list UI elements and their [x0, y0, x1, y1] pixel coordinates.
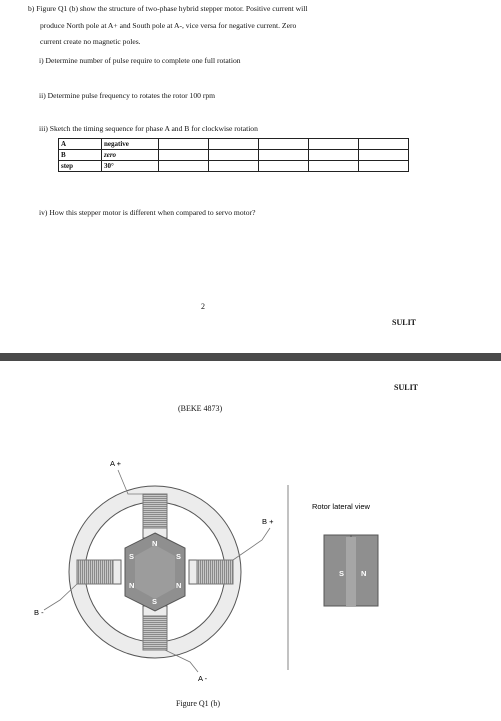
rotor-pole-bottom: S — [152, 597, 158, 606]
rotor-pole-upper-right: S — [176, 552, 182, 561]
table-cell-label: A — [59, 139, 102, 150]
question-part-iv: iv) How this stepper motor is different when compared to servo motor? — [39, 208, 256, 217]
question-b-line-2: produce North pole at A+ and South pole at A-, vice versa for negative current. Zero — [40, 21, 297, 30]
question-part-i: i) Determine number of pulse require to complete one full rotation — [39, 56, 241, 65]
coil-bottom — [143, 616, 167, 650]
coil-right — [197, 560, 233, 584]
lateral-label-n: N — [361, 569, 367, 578]
table-cell — [359, 161, 409, 172]
table-cell — [209, 139, 259, 150]
label-b-minus: B - — [34, 608, 44, 617]
table-cell — [359, 139, 409, 150]
rotor-inner — [135, 545, 175, 599]
rotor-pole-top: N — [152, 539, 158, 548]
course-code: (BEKE 4873) — [178, 404, 223, 413]
table-cell — [259, 150, 309, 161]
table-cell — [159, 161, 209, 172]
table-cell: negative — [102, 139, 159, 150]
table-row-step — [59, 161, 409, 172]
label-a-minus: A - — [198, 674, 208, 683]
page-number: 2 — [201, 302, 205, 311]
table-cell — [159, 139, 209, 150]
table-cell — [159, 150, 209, 161]
table-row-b — [59, 150, 409, 161]
table-cell: 30° — [102, 161, 159, 172]
table-row-a — [59, 139, 409, 150]
lateral-label-s: S — [339, 569, 345, 578]
rotor-lateral-view-label: Rotor lateral view — [312, 502, 370, 511]
figure-caption: Figure Q1 (b) — [176, 699, 220, 708]
question-part-ii: ii) Determine pulse frequency to rotates the rotor 100 rpm — [39, 91, 216, 100]
question-b-line-1: b) Figure Q1 (b) show the structure of two-phase hybrid stepper motor. Positive current will — [28, 4, 308, 13]
table-cell — [259, 139, 309, 150]
rotor-pole-lower-right: N — [176, 581, 182, 590]
sulit-label-top: SULIT — [392, 318, 417, 327]
label-b-plus: B + — [262, 517, 274, 526]
rotor-pole-upper-left: S — [129, 552, 135, 561]
table-cell — [209, 150, 259, 161]
table-cell: zero — [102, 150, 159, 161]
stepper-motor-figure — [0, 445, 501, 700]
table-cell — [309, 139, 359, 150]
table-cell — [309, 150, 359, 161]
question-b-line-3: current create no magnetic poles. — [40, 37, 141, 46]
rotor-pole-lower-left: N — [129, 581, 135, 590]
timing-table — [58, 138, 409, 172]
table-cell — [209, 161, 259, 172]
question-part-iii: iii) Sketch the timing sequence for phase A and B for clockwise rotation — [39, 124, 258, 133]
coil-top — [143, 494, 167, 528]
label-a-plus: A + — [110, 459, 122, 468]
table-cell — [359, 150, 409, 161]
table-cell-label: B — [59, 150, 102, 161]
page-divider — [0, 353, 501, 361]
table-cell — [309, 161, 359, 172]
table-cell — [259, 161, 309, 172]
sulit-label-bottom: SULIT — [394, 383, 419, 392]
lateral-shaft — [346, 537, 356, 606]
coil-left — [77, 560, 113, 584]
table-cell-label: step — [59, 161, 102, 172]
